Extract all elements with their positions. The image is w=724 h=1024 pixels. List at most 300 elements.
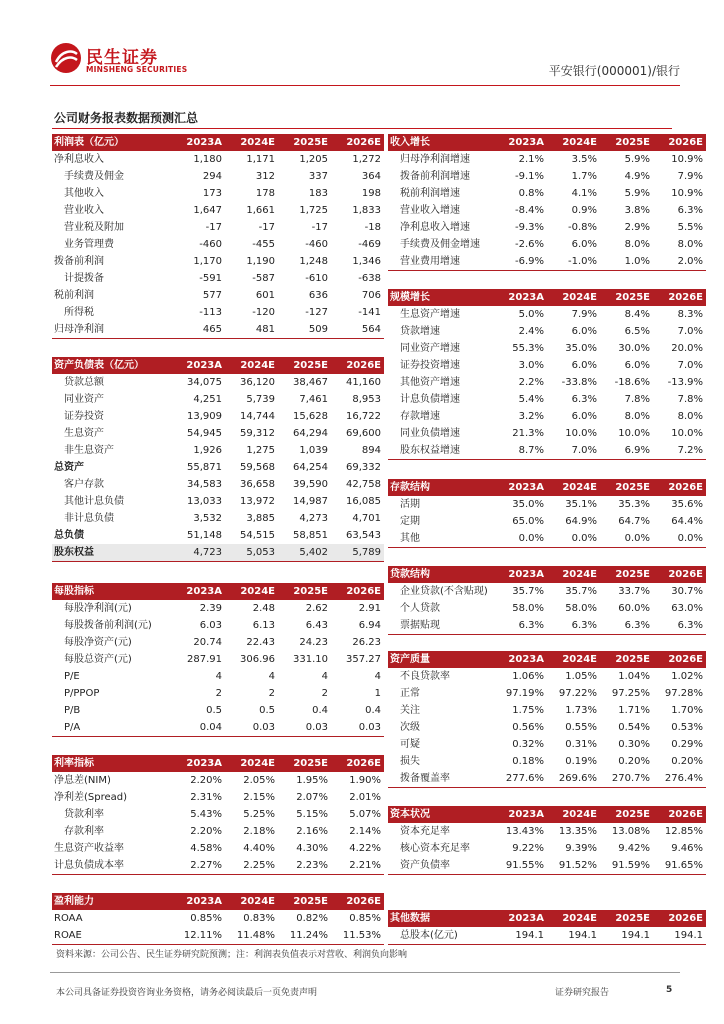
value-cell: 269.6% [547, 770, 600, 788]
value-cell: 2.9% [624, 222, 650, 233]
table-row [52, 202, 384, 219]
value-cell: 11.53% [331, 927, 384, 945]
table-row [52, 391, 384, 408]
row-label: 归母净利润 [52, 321, 172, 339]
table-row [388, 857, 706, 875]
value-cell: 7.8% [677, 394, 703, 405]
value-cell: 1.02% [671, 671, 703, 682]
value-cell: 7.0% [677, 360, 703, 371]
table-row [388, 253, 706, 271]
row-label: P/B [64, 705, 81, 716]
value-cell: 0.53% [671, 722, 703, 733]
row-label: 每股净资产(元) [64, 637, 132, 648]
table-title-cell: 资产负债表（亿元） [52, 357, 172, 374]
value-cell: 2.20% [190, 775, 222, 786]
value-cell: 91.65% [653, 857, 706, 875]
value-cell: 5,053 [225, 544, 278, 562]
value-cell: 1.0% [600, 253, 653, 271]
value-cell: 2.4% [518, 326, 544, 337]
table-title-cell: 规模增长 [388, 289, 494, 306]
row-label: 每股净利润(元) [64, 603, 132, 614]
value-cell: 1,661 [246, 205, 275, 216]
value-cell: 41,160 [346, 377, 381, 388]
row-label: 票据贴现 [388, 617, 494, 635]
value-cell: 10.0% [565, 428, 597, 439]
table-row [52, 185, 384, 202]
value-cell: 4.1% [571, 188, 597, 199]
value-cell: 564 [331, 321, 384, 339]
logo-en-text: MINSHENG SECURITIES [86, 65, 188, 74]
value-cell: -13.9% [667, 377, 703, 388]
table-row [388, 840, 706, 857]
value-cell: 1.05% [565, 671, 597, 682]
value-cell: -455 [252, 239, 275, 250]
value-cell: 35.0% [512, 499, 544, 510]
table-row [52, 493, 384, 510]
value-cell: -127 [305, 307, 328, 318]
table-header-row [388, 479, 706, 496]
value-cell: 0.18% [512, 756, 544, 767]
value-cell: 706 [361, 290, 381, 301]
value-cell: 194.1 [653, 927, 706, 945]
value-cell: 173 [202, 188, 222, 199]
value-cell: 14,744 [240, 411, 275, 422]
row-label: 其他资产增速 [400, 377, 460, 388]
value-cell: 277.6% [494, 770, 547, 788]
row-label: 归母净利润增速 [400, 154, 470, 165]
value-cell: 0.0% [653, 530, 706, 548]
value-cell: 0.19% [565, 756, 597, 767]
title-divider [52, 128, 672, 129]
year-header-cell: 2026E [331, 583, 384, 600]
table-row [388, 617, 706, 635]
value-cell: 0.0% [600, 530, 653, 548]
value-cell: 1,275 [246, 445, 275, 456]
value-cell: 12.11% [172, 927, 225, 945]
value-cell: 1.70% [671, 705, 703, 716]
value-cell: 7.8% [624, 394, 650, 405]
table-row [388, 236, 706, 253]
value-cell: -469 [358, 239, 381, 250]
income-growth-table [388, 134, 706, 271]
table-row [52, 910, 384, 927]
row-label: 拨备前利润 [54, 256, 104, 267]
year-header-cell: 2023A [494, 479, 547, 496]
value-cell: 16,085 [346, 496, 381, 507]
value-cell: 6.43 [305, 620, 328, 631]
value-cell: -9.1% [514, 171, 544, 182]
value-cell: 8.3% [677, 309, 703, 320]
table-row [388, 408, 706, 425]
value-cell: 3.2% [518, 411, 544, 422]
table-row [52, 806, 384, 823]
value-cell: 1.75% [512, 705, 544, 716]
table-title-cell: 资本状况 [388, 806, 494, 823]
table-header-row [388, 289, 706, 306]
row-label: 其他收入 [64, 188, 104, 199]
year-header-cell: 2025E [278, 357, 331, 374]
table-title-cell: 其他数据 [388, 910, 494, 927]
value-cell: 5.25% [243, 809, 275, 820]
table-header-row [52, 893, 384, 910]
value-cell: 97.19% [505, 688, 544, 699]
value-cell: 183 [308, 188, 328, 199]
value-cell: 3.0% [518, 360, 544, 371]
value-cell: -17 [205, 222, 222, 233]
table-row [388, 219, 706, 236]
value-cell: 4.22% [349, 843, 381, 854]
year-header-cell: 2026E [331, 134, 384, 151]
value-cell: 6.5% [624, 326, 650, 337]
row-label: 股东权益 [52, 544, 172, 562]
row-label: 手续费及佣金 [64, 171, 124, 182]
value-cell: 12.85% [664, 826, 703, 837]
value-cell: 4.58% [190, 843, 222, 854]
row-label: 每股拨备前利润(元) [64, 620, 152, 631]
value-cell: 58,851 [293, 530, 328, 541]
year-header-cell: 2023A [172, 583, 225, 600]
value-cell: 1,346 [352, 256, 381, 267]
table-row [52, 236, 384, 253]
value-cell: 10.9% [671, 188, 703, 199]
year-header-cell: 2026E [653, 651, 706, 668]
source-note: 资料来源：公司公告、民生证券研究院预测；注：利润表负值表示对营收、利润负向影响 [56, 950, 408, 960]
year-header-cell: 2025E [600, 134, 653, 151]
value-cell: 8,953 [352, 394, 381, 405]
value-cell: 0.4 [312, 705, 328, 716]
year-header-cell: 2023A [172, 357, 225, 374]
value-cell: 35.7% [565, 586, 597, 597]
value-cell: 2.25% [225, 857, 278, 875]
value-cell: 0.83% [243, 913, 275, 924]
value-cell: 6.94 [358, 620, 381, 631]
value-cell: 0.5 [259, 705, 275, 716]
value-cell: 33.7% [618, 586, 650, 597]
value-cell: 0.0% [547, 530, 600, 548]
value-cell: 294 [202, 171, 222, 182]
table-header-row [388, 134, 706, 151]
logo-cn-text: 民生证券 [86, 48, 158, 68]
row-label: 生息资产 [64, 428, 104, 439]
balance-sheet-table [52, 357, 384, 562]
row-label: 净息差(NIM) [54, 775, 111, 786]
value-cell: 2.48 [252, 603, 275, 614]
minsheng-logo [50, 42, 190, 78]
table-row [52, 772, 384, 789]
value-cell: 2.07% [296, 792, 328, 803]
table-row [388, 927, 706, 945]
year-header-cell: 2023A [494, 910, 547, 927]
row-label: 正常 [400, 688, 420, 699]
value-cell: 2 [268, 688, 275, 699]
value-cell: 6.3% [571, 394, 597, 405]
value-cell: 6.0% [571, 239, 597, 250]
value-cell: 63,543 [346, 530, 381, 541]
value-cell: 0.0% [494, 530, 547, 548]
table-row [52, 304, 384, 321]
value-cell: 0.5 [206, 705, 222, 716]
value-cell: 2.1% [518, 154, 544, 165]
table-row [52, 823, 384, 840]
table-title-cell: 贷款结构 [388, 566, 494, 583]
value-cell: 337 [308, 171, 328, 182]
year-header-cell: 2025E [600, 479, 653, 496]
value-cell: 1.90% [349, 775, 381, 786]
table-row [388, 530, 706, 548]
value-cell: 1,170 [193, 256, 222, 267]
value-cell: -17 [258, 222, 275, 233]
row-label: 其他 [388, 530, 494, 548]
table-row [52, 476, 384, 493]
year-header-cell: 2025E [278, 583, 331, 600]
row-label: 个人贷款 [400, 603, 440, 614]
table-title-cell: 每股指标 [52, 583, 172, 600]
value-cell: 6.3% [653, 617, 706, 635]
table-row [52, 685, 384, 702]
value-cell: 64,254 [293, 462, 328, 473]
value-cell: 0.29% [671, 739, 703, 750]
row-label: 核心资本充足率 [400, 843, 470, 854]
row-label: 手续费及佣金增速 [400, 239, 480, 250]
row-label: 计息负债增速 [400, 394, 460, 405]
interest-rate-table [52, 755, 384, 875]
table-row [388, 202, 706, 219]
year-header-cell: 2024E [225, 893, 278, 910]
year-header-cell: 2026E [653, 289, 706, 306]
value-cell: 5.9% [624, 188, 650, 199]
table-title-cell: 收入增长 [388, 134, 494, 151]
table-row [388, 496, 706, 513]
row-label: 所得税 [64, 307, 94, 318]
table-title-cell: 存款结构 [388, 479, 494, 496]
year-header-cell: 2024E [547, 134, 600, 151]
value-cell: 10.0% [618, 428, 650, 439]
table-row [52, 287, 384, 304]
value-cell: 9.46% [671, 843, 703, 854]
value-cell: 1,171 [246, 154, 275, 165]
value-cell: 5.07% [349, 809, 381, 820]
value-cell: -591 [199, 273, 222, 284]
value-cell: 35.3% [618, 499, 650, 510]
table-row [52, 600, 384, 617]
value-cell: 6.0% [571, 411, 597, 422]
value-cell: 11.24% [278, 927, 331, 945]
value-cell: 2.18% [243, 826, 275, 837]
year-header-cell: 2024E [225, 583, 278, 600]
row-label: 活期 [400, 499, 420, 510]
year-header-cell: 2026E [653, 910, 706, 927]
value-cell: 22.43 [246, 637, 275, 648]
table-row [52, 544, 384, 562]
value-cell: 14,987 [293, 496, 328, 507]
table-row [388, 168, 706, 185]
value-cell: -113 [199, 307, 222, 318]
value-cell: 0.04 [172, 719, 225, 737]
value-cell: 1.71% [618, 705, 650, 716]
row-label: 证券投资 [64, 411, 104, 422]
row-label: 贷款利率 [64, 809, 104, 820]
value-cell: 0.85% [190, 913, 222, 924]
value-cell: 8.0% [624, 411, 650, 422]
table-row [52, 168, 384, 185]
value-cell: 10.0% [671, 428, 703, 439]
table-row [388, 583, 706, 600]
value-cell: 0.56% [512, 722, 544, 733]
row-label: 关注 [400, 705, 420, 716]
value-cell: 24.23 [299, 637, 328, 648]
value-cell: 54,945 [187, 428, 222, 439]
value-cell: 4 [215, 671, 222, 682]
row-label: ROAA [54, 913, 83, 924]
row-label: 每股总资产(元) [64, 654, 132, 665]
row-label: P/A [52, 719, 172, 737]
value-cell: -460 [199, 239, 222, 250]
table-row [52, 321, 384, 339]
table-row [52, 425, 384, 442]
year-header-cell: 2023A [494, 806, 547, 823]
value-cell: 9.39% [565, 843, 597, 854]
table-row [388, 442, 706, 460]
table-row [388, 323, 706, 340]
year-header-cell: 2023A [494, 651, 547, 668]
value-cell: 1,039 [299, 445, 328, 456]
value-cell: 4.30% [296, 843, 328, 854]
value-cell: 65.0% [512, 516, 544, 527]
year-header-cell: 2025E [278, 755, 331, 772]
table-row [52, 459, 384, 476]
value-cell: 97.28% [664, 688, 703, 699]
value-cell: 1.95% [296, 775, 328, 786]
value-cell: 59,312 [240, 428, 275, 439]
value-cell: 465 [172, 321, 225, 339]
value-cell: 6.3% [494, 617, 547, 635]
value-cell: 13.35% [558, 826, 597, 837]
value-cell: 16,722 [346, 411, 381, 422]
year-header-cell: 2025E [278, 893, 331, 910]
table-row [388, 685, 706, 702]
row-label: 拨备前利润增速 [400, 171, 470, 182]
row-label: 贷款总额 [64, 377, 104, 388]
value-cell: -2.6% [514, 239, 544, 250]
value-cell: 2 [215, 688, 222, 699]
table-row [388, 736, 706, 753]
value-cell: 0.55% [565, 722, 597, 733]
value-cell: 11.48% [225, 927, 278, 945]
value-cell: 364 [361, 171, 381, 182]
value-cell: 60.0% [618, 603, 650, 614]
value-cell: 35.0% [565, 343, 597, 354]
value-cell: 7.0% [677, 326, 703, 337]
value-cell: 2.31% [190, 792, 222, 803]
value-cell: 287.91 [187, 654, 222, 665]
value-cell: 21.3% [512, 428, 544, 439]
table-title-cell: 资产质量 [388, 651, 494, 668]
value-cell: 97.25% [611, 688, 650, 699]
row-label: 存款增速 [400, 411, 440, 422]
value-cell: 55,871 [187, 462, 222, 473]
table-header-row [388, 910, 706, 927]
asset-quality-table [388, 651, 706, 788]
value-cell: 6.13 [252, 620, 275, 631]
value-cell: 5.4% [518, 394, 544, 405]
value-cell: 0.20% [618, 756, 650, 767]
row-label: 股东权益增速 [388, 442, 494, 460]
table-header-row [388, 806, 706, 823]
value-cell: 36,120 [240, 377, 275, 388]
value-cell: 0.03 [331, 719, 384, 737]
value-cell: 26.23 [352, 637, 381, 648]
value-cell: 64.4% [671, 516, 703, 527]
value-cell: 69,332 [346, 462, 381, 473]
year-header-cell: 2024E [225, 134, 278, 151]
value-cell: 15,628 [293, 411, 328, 422]
row-label: 企业贷款(不含贴现) [400, 586, 488, 597]
table-row [388, 185, 706, 202]
value-cell: 2.14% [349, 826, 381, 837]
value-cell: 5.43% [190, 809, 222, 820]
value-cell: 194.1 [494, 927, 547, 945]
value-cell: 58.0% [565, 603, 597, 614]
year-header-cell: 2024E [547, 806, 600, 823]
income-table [52, 134, 384, 339]
value-cell: 1,833 [352, 205, 381, 216]
row-label: 非生息资产 [64, 445, 114, 456]
row-label: 净利息收入 [54, 154, 104, 165]
value-cell: 276.4% [653, 770, 706, 788]
table-row [388, 340, 706, 357]
row-label: 计提拨备 [64, 273, 104, 284]
value-cell: 7.9% [571, 309, 597, 320]
row-label: 营业收入增速 [400, 205, 460, 216]
footer-report-type: 证券研究报告 [555, 988, 610, 998]
table-row [388, 823, 706, 840]
value-cell: 8.7% [494, 442, 547, 460]
value-cell: 2.23% [278, 857, 331, 875]
value-cell: 4,273 [299, 513, 328, 524]
row-label: 总资产 [54, 462, 84, 473]
value-cell: 91.55% [494, 857, 547, 875]
table-header-row [52, 755, 384, 772]
value-cell: 0.30% [618, 739, 650, 750]
value-cell: 5,789 [331, 544, 384, 562]
table-row [388, 374, 706, 391]
value-cell: 306.96 [240, 654, 275, 665]
per-share-table [52, 583, 384, 737]
row-label: 客户存款 [64, 479, 104, 490]
value-cell: 2.01% [349, 792, 381, 803]
value-cell: -17 [311, 222, 328, 233]
value-cell: 636 [308, 290, 328, 301]
year-header-cell: 2026E [653, 806, 706, 823]
value-cell: 64.9% [565, 516, 597, 527]
value-cell: 0.8% [518, 188, 544, 199]
value-cell: 2 [321, 688, 328, 699]
value-cell: 3,532 [193, 513, 222, 524]
row-label: 次级 [400, 722, 420, 733]
value-cell: 1 [374, 688, 381, 699]
value-cell: 6.0% [571, 326, 597, 337]
row-label: ROAE [52, 927, 172, 945]
value-cell: 2.05% [243, 775, 275, 786]
value-cell: 194.1 [600, 927, 653, 945]
value-cell: 1,647 [193, 205, 222, 216]
value-cell: 2.39 [199, 603, 222, 614]
table-row [52, 840, 384, 857]
value-cell: 13.08% [611, 826, 650, 837]
row-label: 总股本(亿元) [388, 927, 494, 945]
value-cell: 8.0% [624, 239, 650, 250]
value-cell: 7.9% [677, 171, 703, 182]
